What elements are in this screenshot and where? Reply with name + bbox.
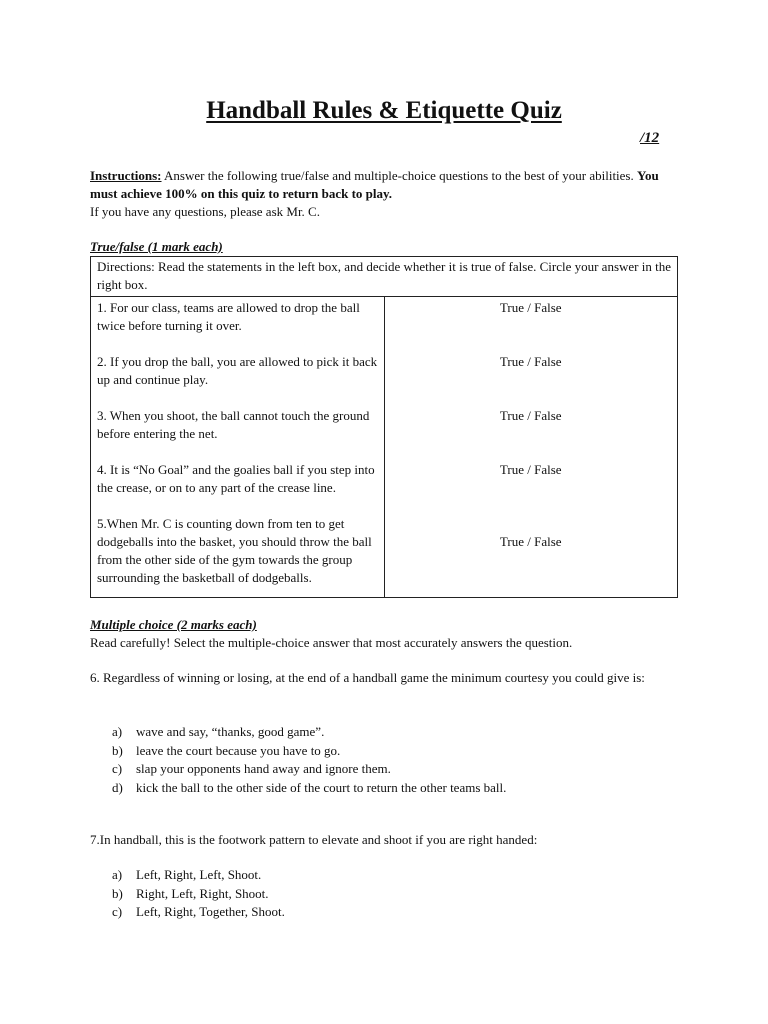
instructions-text: Answer the following true/false and multiple-choice questions to the best of your abilities. (161, 168, 637, 183)
option-letter: c) (112, 761, 123, 776)
instructions-block (90, 167, 680, 221)
question-7: 7.In handball, this is the footwork pattern to elevate and shoot if you are right handed: (90, 832, 538, 847)
instructions-label: Instructions: (90, 168, 162, 183)
option-letter: c) (112, 904, 123, 919)
option-text: leave the court because you have to go. (136, 742, 341, 758)
answer-choice-5[interactable]: True / False (499, 534, 562, 549)
option-text: Right, Left, Right, Shoot. (136, 885, 269, 901)
answers-cell (384, 297, 678, 598)
option-text: Left, Right, Together, Shoot. (136, 904, 285, 919)
statement-3: 3. When you shoot, the ball cannot touch the ground before entering the net. (97, 408, 370, 441)
answer-choice-4[interactable]: True / False (499, 462, 562, 477)
option-letter: a) (112, 724, 123, 739)
option-letter: b) (112, 742, 123, 758)
option-7c[interactable] (112, 903, 285, 922)
total-score: /12 (640, 130, 660, 146)
option-7a[interactable] (112, 866, 285, 885)
instructions-requirement: You must achieve 100% on this quiz to return back to play. (90, 168, 659, 201)
option-6b[interactable] (112, 742, 506, 761)
statement-2: 2. If you drop the ball, you are allowed to pick it back up and continue play. (97, 354, 378, 387)
quiz-title: Handball Rules & Etiquette Quiz (206, 97, 562, 124)
instructions-questions-note: If you have any questions, please ask Mr. C. (90, 204, 320, 219)
multiple-choice-intro: Read carefully! Select the multiple-choice answer that most accurately answers the question. (90, 635, 573, 650)
true-false-heading: True/false (1 mark each) (90, 239, 223, 254)
option-6a[interactable] (112, 723, 506, 742)
option-text: Left, Right, Left, Shoot. (136, 867, 262, 882)
true-false-table (90, 256, 678, 598)
question-6: 6. Regardless of winning or losing, at the end of a handball game the minimum courtesy you could give is: (90, 670, 645, 685)
option-letter: d) (112, 779, 123, 795)
option-text: kick the ball to the other side of the court to return the other teams ball. (136, 779, 507, 795)
statement-4: 4. It is “No Goal” and the goalies ball if you step into the crease, or on to any part of the crease line. (97, 462, 375, 495)
statement-1: 1. For our class, teams are allowed to drop the ball twice before turning it over. (97, 300, 360, 333)
option-text: wave and say, “thanks, good game”. (136, 724, 325, 739)
option-letter: b) (112, 885, 123, 901)
directions-cell: Directions: Read the statements in the left box, and decide whether it is true of false. Circle your answer in the right box. (91, 257, 678, 297)
multiple-choice-heading: Multiple choice (2 marks each) (90, 617, 257, 632)
question-6-options (112, 723, 506, 797)
option-text: slap your opponents hand away and ignore them. (136, 761, 391, 776)
answer-choice-1[interactable]: True / False (499, 300, 562, 315)
option-6c[interactable] (112, 760, 506, 779)
option-letter: a) (112, 867, 123, 882)
question-7-options (112, 866, 285, 922)
statement-5: 5.When Mr. C is counting down from ten to get dodgeballs into the basket, you should throw the ball from the other side of the gym towards the group surrounding the basketball of dodgeballs. (97, 516, 372, 585)
answer-choice-3[interactable]: True / False (499, 408, 562, 423)
option-6d[interactable] (112, 779, 506, 798)
statements-cell (91, 297, 385, 598)
option-7b[interactable] (112, 885, 285, 904)
answer-choice-2[interactable]: True / False (499, 354, 562, 369)
